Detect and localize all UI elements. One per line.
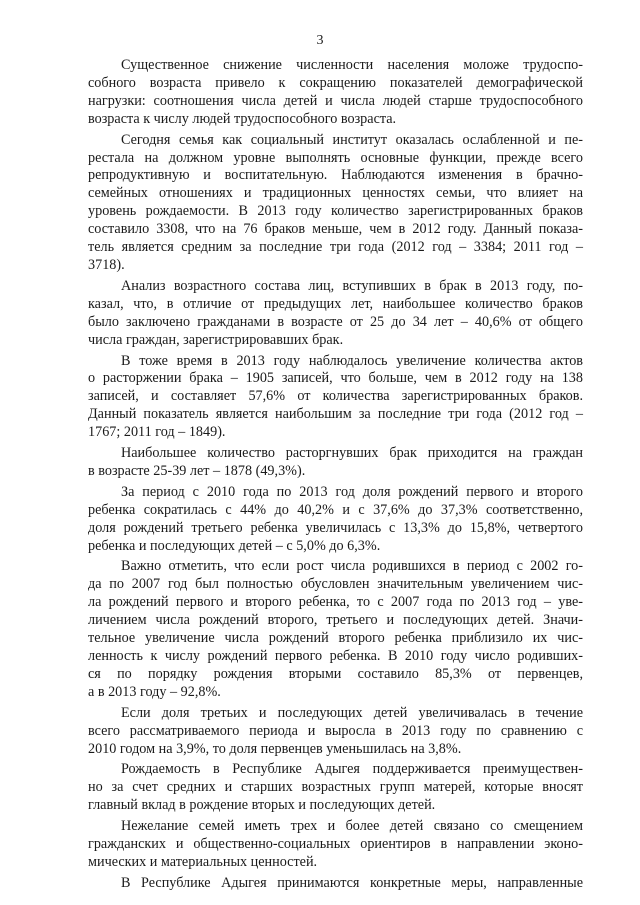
paragraph-line: мических и материальных ценностей. (88, 853, 318, 870)
paragraph (88, 761, 583, 815)
paragraph (88, 57, 583, 129)
paragraph-line: ся по порядку рождения вторыми составило 85,3% от первенцев, (88, 665, 583, 682)
paragraph-line: В тоже время в 2013 году наблюдалось увеличение количества актов (121, 352, 583, 369)
paragraph-line: репродуктивную и воспитательную. Наблюдаются изменения в брачно- (88, 167, 583, 184)
paragraph-line: Наибольшее количество расторгнувших брак приходится на граждан (121, 445, 583, 462)
paragraph (88, 445, 583, 481)
paragraph-line: 3718). (88, 256, 125, 273)
paragraph (88, 875, 583, 893)
paragraph-line: Данный показатель является наибольшим за последние три года (2012 год – (88, 406, 583, 423)
paragraph-line: всего рассматриваемого периода и выросла в 2013 году по сравнению с (88, 722, 583, 739)
paragraph-line: возраста к числу людей трудоспособного возраста. (88, 110, 397, 127)
paragraph-line: ребенка сократилась с 44% до 40,2% и с 37,6% до 37,3% соответственно, (88, 501, 583, 518)
paragraph (88, 558, 583, 701)
paragraph-line: Существенное снижение численности населения моложе трудоспо- (121, 57, 583, 73)
paragraph-line: казал, что, в отличие от предыдущих лет, наибольшее количество браков (88, 295, 583, 312)
paragraph-line: личением числа рождений второго, третьего и последующих детей. Значи- (88, 612, 583, 629)
paragraph-line: нагрузки: соотношения числа детей и числа людей старше трудоспособного (88, 92, 583, 109)
paragraph-line: Сегодня семья как социальный институт оказалась ослабленной и пе- (121, 131, 583, 148)
paragraph-line: но за счет средних и старших возрастных групп матерей, которые вносят (88, 779, 583, 796)
paragraph-line: а в 2013 году – 92,8%. (88, 683, 221, 700)
paragraph-line: о расторжении брака – 1905 записей, что больше, чем в 2012 году на 138 (88, 370, 583, 387)
paragraph-line: записей, и составляет 57,6% от количества зарегистрированных браков. (88, 388, 583, 405)
paragraph-line: Рождаемость в Республике Адыгея поддерживается преимуществен- (121, 761, 583, 778)
paragraph-line: в возрасте 25-39 лет – 1878 (49,3%). (88, 462, 306, 479)
paragraph-line: главный вклад в рождение вторых и последующих детей. (88, 797, 436, 814)
paragraph (88, 132, 583, 275)
paragraph (88, 705, 583, 759)
paragraph-line: ребенка и последующих детей – с 5,0% до 6,3%. (88, 537, 381, 554)
paragraph-line: Нежелание семей иметь трех и более детей связано со смещением (121, 818, 583, 835)
paragraph-line: рестала на должном уровне выполнять основные функции, прежде всего (88, 149, 583, 166)
paragraph-line: гражданских и общественно-социальных ориентиров в направлении эконо- (88, 836, 583, 853)
paragraph-line: 1767; 2011 год – 1849). (88, 424, 226, 441)
paragraph-line: собного возраста привело к сокращению показателей демографической (88, 74, 583, 91)
paragraph (88, 278, 583, 350)
paragraph-line: В Республике Адыгея принимаются конкретные меры, направленные (121, 874, 583, 891)
paragraph-line: числа граждан, зарегистрировавших брак. (88, 331, 344, 348)
paragraph-line: 2010 годом на 3,9%, то доля первенцев уменьшилась на 3,8%. (88, 740, 462, 757)
paragraph-line: да по 2007 год был полностью обусловлен значительным увеличением чис- (88, 576, 583, 593)
paragraph (88, 484, 583, 556)
paragraph-line: Анализ возрастного состава лиц, вступивших в брак в 2013 году, по- (121, 277, 583, 294)
paragraph (88, 818, 583, 872)
paragraph-line: тель является средним за последние три года (2012 год – 3384; 2011 год – (88, 239, 583, 256)
paragraph-line: ла рождений первого и второго ребенка, то с 2007 года по 2013 год – уве- (88, 594, 583, 611)
paragraph-line: семейных отношениях и традиционных ценностях семьи, что влияет на (88, 185, 583, 202)
paragraph-line: составило 3308, что на 76 браков меньше, чем в 2012 году. Данный показа- (88, 221, 583, 238)
paragraph-line: За период с 2010 года по 2013 год доля рождений первого и второго (121, 483, 583, 500)
page-number: 3 (316, 33, 324, 48)
paragraph-line: тельное увеличение числа рождений второго ребенка приблизило их чис- (88, 630, 583, 647)
paragraph-line: ленность к числу рождений первого ребенка. В 2010 году число родивших- (88, 648, 583, 664)
paragraph-line: было заключено гражданами в возрасте от 25 до 34 лет – 40,6% от общего (88, 313, 583, 330)
body-text (88, 57, 583, 896)
paragraph-line: доля рождений третьего ребенка увеличилась с 13,3% до 15,8%, четвертого (88, 519, 583, 536)
paragraph-line: уровень рождаемости. В 2013 году количество зарегистрированных браков (88, 203, 583, 220)
paragraph (88, 353, 583, 443)
paragraph-line: Если доля третьих и последующих детей увеличивалась в течение (121, 704, 583, 721)
paragraph-line: Важно отметить, что если рост числа родившихся в период с 2002 го- (121, 558, 583, 575)
